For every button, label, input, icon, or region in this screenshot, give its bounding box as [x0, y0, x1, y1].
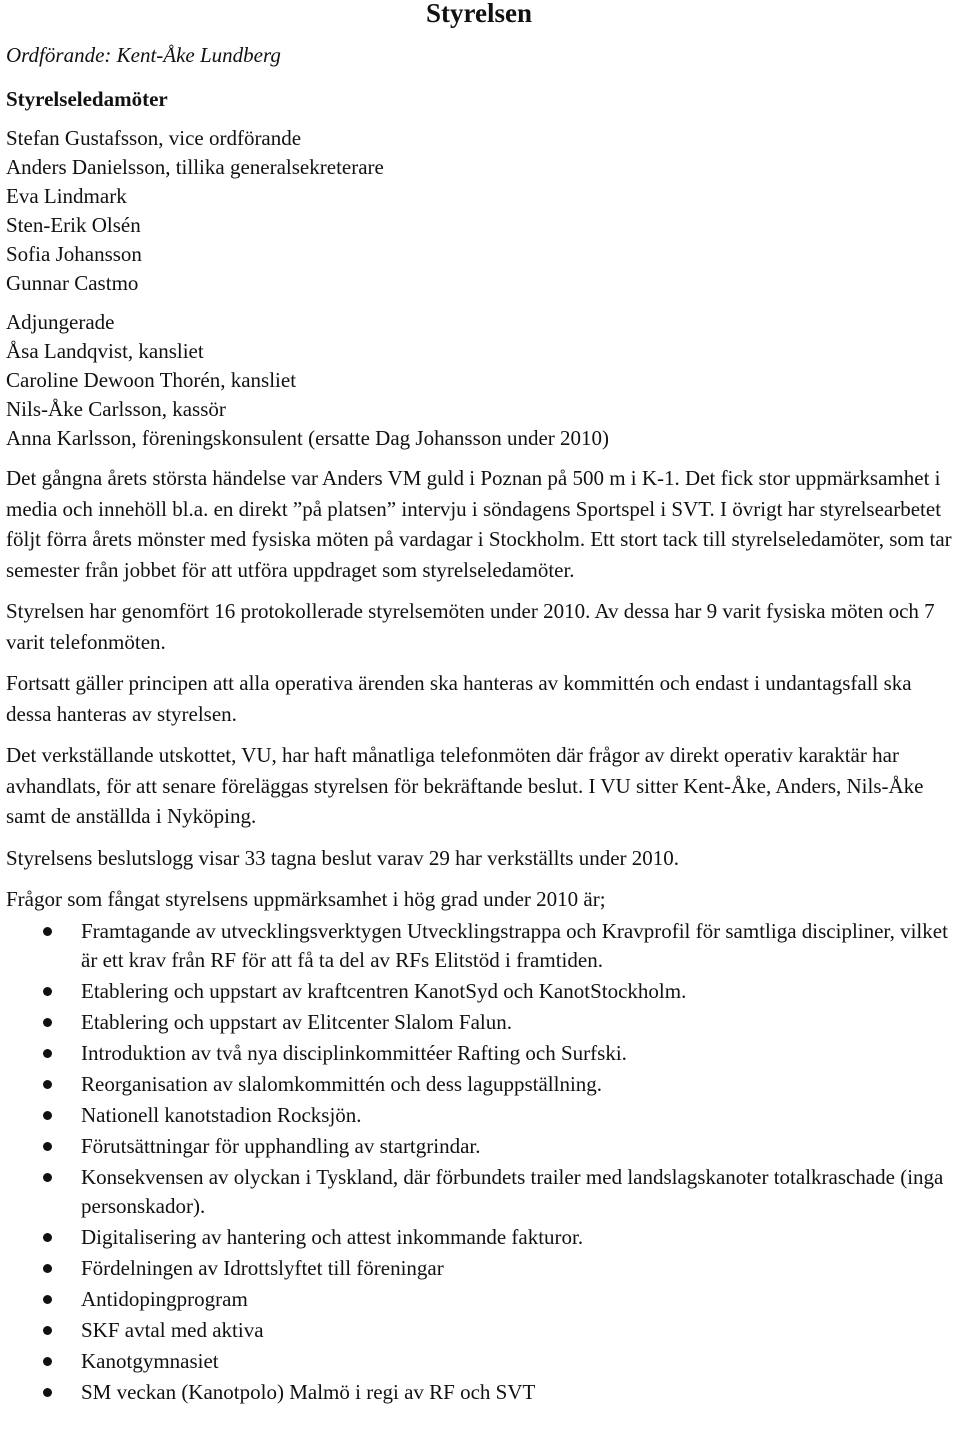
members-list [6, 124, 956, 298]
list-item [6, 917, 956, 975]
adjunct-item: Åsa Landqvist, kansliet [6, 339, 204, 363]
list-item [6, 1163, 956, 1221]
bullet-icon [43, 1388, 52, 1397]
list-item-text: Antidopingprogram [81, 1286, 248, 1311]
member-item: Anders Danielsson, tillika generalsekreterare [6, 155, 384, 179]
paragraph: Fortsatt gäller principen att alla operativa ärenden ska hanteras av kommittén och endast i undantagsfall ska dessa hanteras av styrelsen. [6, 671, 912, 726]
document-body [6, 40, 956, 1409]
list-item [6, 1101, 956, 1130]
page-title: Styrelsen [426, 0, 532, 28]
list-item-text: SM veckan (Kanotpolo) Malmö i regi av RF och SVT [81, 1379, 536, 1404]
list-item-text: Introduktion av två nya disciplinkommittéer Rafting och Surfski. [81, 1040, 627, 1065]
member-item: Eva Lindmark [6, 184, 127, 208]
member-item: Sofia Johansson [6, 242, 142, 266]
list-item-text: Konsekvensen av olyckan i Tyskland, där förbundets trailer med landslagskanoter totalkraschade (inga personskador). [81, 1164, 944, 1218]
paragraph: Styrelsens beslutslogg visar 33 tagna beslut varav 29 har verkställts under 2010. [6, 845, 680, 870]
bullet-icon [43, 1142, 52, 1151]
members-heading: Styrelseledamöter [6, 87, 168, 111]
list-item [6, 1285, 956, 1314]
list-item [6, 1223, 956, 1252]
issues-list [6, 917, 956, 1407]
list-item [6, 1132, 956, 1161]
list-item-text: SKF avtal med aktiva [81, 1317, 264, 1342]
bullet-icon [43, 1018, 52, 1027]
list-item-text: Etablering och uppstart av kraftcentren KanotSyd och KanotStockholm. [81, 978, 687, 1003]
list-item-text: Framtagande av utvecklingsverktygen Utvecklingstrappa och Kravprofil för samtliga discipliner, vilket är ett krav från RF för att få ta del av RFs Elitstöd i framtiden. [81, 918, 948, 972]
bullet-icon [43, 1264, 52, 1273]
adjunct-item: Anna Karlsson, föreningskonsulent (ersatte Dag Johansson under 2010) [6, 426, 610, 450]
list-item-text: Förutsättningar för upphandling av startgrindar. [81, 1133, 481, 1158]
bullet-icon [43, 1049, 52, 1058]
paragraph: Frågor som fångat styrelsens uppmärksamhet i hög grad under 2010 är; [6, 887, 606, 911]
list-item [6, 1070, 956, 1099]
bullet-icon [43, 1111, 52, 1120]
member-item: Stefan Gustafsson, vice ordförande [6, 126, 302, 150]
bullet-icon [43, 1357, 52, 1366]
paragraph: Det verkställande utskottet, VU, har haft månatliga telefonmöten där frågor av direkt operativ karaktär har avhandlats, för att senare föreläggas styrelsen för bekräftande beslut. I VU sitter Kent-Åke, Anders, Nils-Åke samt de anställda i Nyköping. [6, 743, 924, 828]
paragraph: Det gångna årets största händelse var Anders VM guld i Poznan på 500 m i K-1. Det fick stor uppmärksamhet i media och innehöll bl.a. en direkt ”på platsen” intervju i söndagens Sportspel i SVT. I övrigt har styrelsearbetet följt förra årets mönster med fysiska möten på vardagar i Stockholm. Ett stort tack till styrelseledamöter, som tar semester från jobbet för att utföra uppdraget som styrelseledamöter. [6, 466, 952, 582]
list-item-text: Fördelningen av Idrottslyftet till föreningar [81, 1255, 444, 1280]
list-item-text: Etablering och uppstart av Elitcenter Slalom Falun. [81, 1009, 512, 1034]
list-item [6, 1378, 956, 1407]
bullet-icon [43, 1173, 52, 1182]
bullet-icon [43, 987, 52, 996]
list-item-text: Nationell kanotstadion Rocksjön. [81, 1102, 362, 1127]
member-item: Gunnar Castmo [6, 271, 139, 295]
list-item-text: Kanotgymnasiet [81, 1348, 219, 1373]
adjunct-item: Nils-Åke Carlsson, kassör [6, 397, 226, 421]
list-item [6, 1008, 956, 1037]
bullet-icon [43, 927, 52, 936]
member-item: Sten-Erik Olsén [6, 213, 141, 237]
adjunct-list [6, 308, 956, 453]
list-item-text: Reorganisation av slalomkommittén och dess laguppställning. [81, 1071, 603, 1096]
paragraph: Styrelsen har genomfört 16 protokollerade styrelsemöten under 2010. Av dessa har 9 varit fysiska möten och 7 varit telefonmöten. [6, 599, 935, 654]
list-item [6, 1254, 956, 1283]
chair-line: Ordförande: Kent-Åke Lundberg [6, 43, 281, 67]
bullet-icon [43, 1233, 52, 1242]
list-item [6, 1347, 956, 1376]
list-item [6, 977, 956, 1006]
adjunct-heading: Adjungerade [6, 310, 115, 334]
bullet-icon [43, 1080, 52, 1089]
adjunct-item: Caroline Dewoon Thorén, kansliet [6, 368, 297, 392]
bullet-icon [43, 1295, 52, 1304]
list-item [6, 1039, 956, 1068]
bullet-icon [43, 1326, 52, 1335]
list-item [6, 1316, 956, 1345]
list-item-text: Digitalisering av hantering och attest inkommande fakturor. [81, 1224, 584, 1249]
